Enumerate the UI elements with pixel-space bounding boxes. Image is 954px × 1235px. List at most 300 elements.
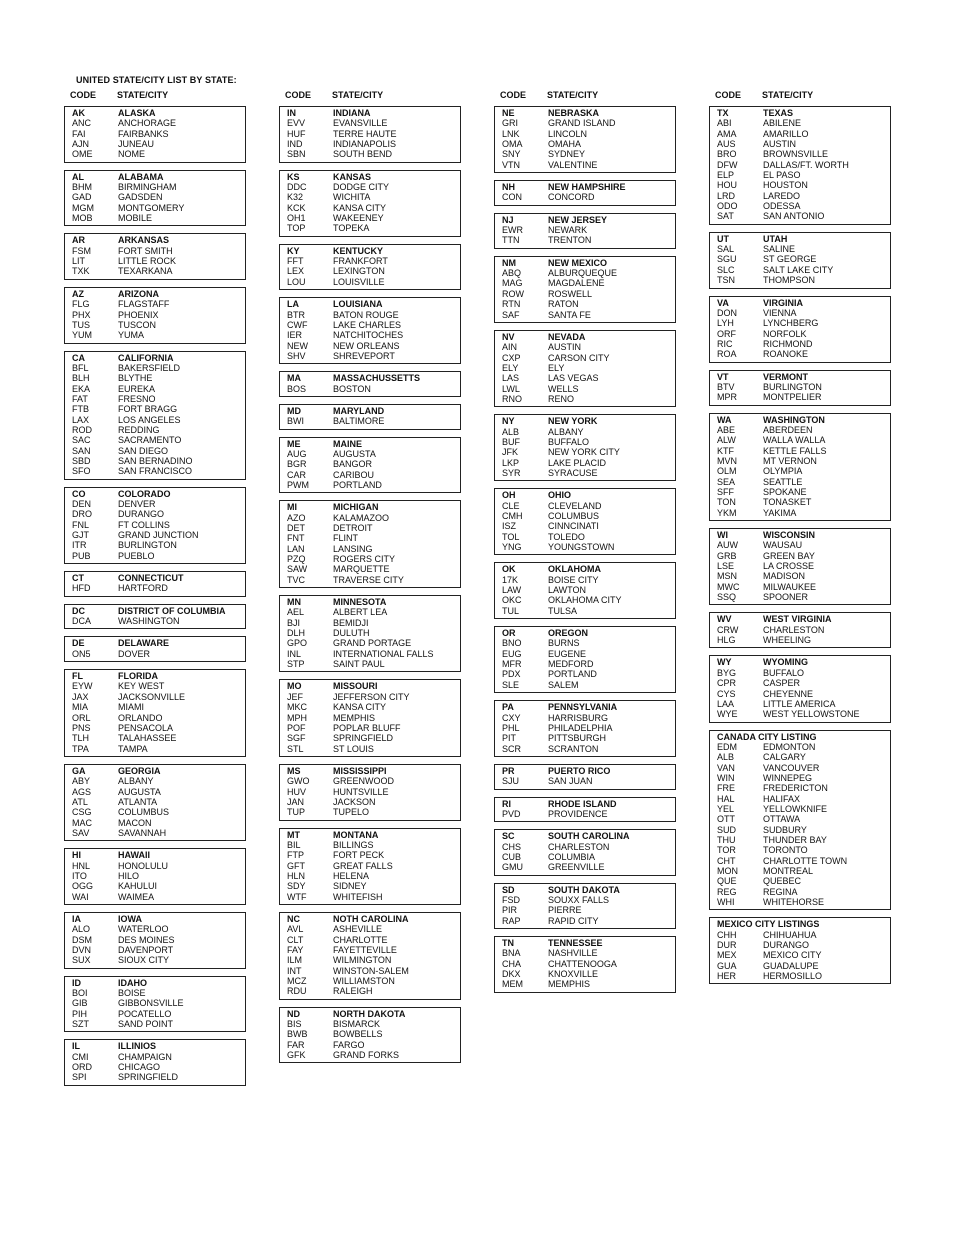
code-cell: OTT [717,814,735,825]
code-cell: SC [502,831,515,842]
state-row [280,681,460,691]
code-cell: AIN [502,342,518,353]
code-cell: SAF [502,309,520,320]
code-cell: ABQ [502,268,522,279]
code-cell: REG [717,886,737,897]
state-group [64,976,246,1033]
code-cell: SAC [72,435,91,446]
city-row [280,480,460,490]
state-row [495,702,675,712]
state-group [494,256,676,323]
name-cell: KEY WEST [118,681,165,692]
name-cell: MEMPHIS [333,712,376,723]
code-cell: LAX [72,414,90,425]
name-cell: ILLINIOS [118,1041,156,1052]
code-cell: OGG [72,881,94,892]
code-cell: SJU [502,776,520,787]
name-cell: INTERNATIONAL FALLS [333,648,434,659]
state-row [280,406,460,416]
state-group [64,487,246,564]
city-row [710,551,890,561]
city-row [495,680,675,690]
name-cell: VANCOUVER [763,762,820,773]
code-cell: AL [72,171,84,182]
state-row [65,1041,245,1051]
name-cell: WASHINGTON [763,414,825,425]
code-cell: CSG [72,807,92,818]
code-cell: BYG [717,667,737,678]
city-row [495,468,675,478]
name-cell: ALBANY [118,776,154,787]
code-cell: MCZ [287,976,307,987]
code-cell: CYS [717,688,736,699]
name-cell: MILWAUKEE [763,581,817,592]
city-row [280,192,460,202]
city-row [65,1052,245,1062]
code-cell: RIC [717,338,733,349]
city-row [65,998,245,1008]
code-cell: SFO [72,466,91,477]
code-cell: MON [717,866,738,876]
name-cell: WILLIAMSTON [333,976,395,987]
code-cell: LAA [717,698,735,709]
state-row [65,606,245,616]
city-row [65,129,245,139]
state-group [64,233,246,279]
code-cell: LAN [287,543,305,554]
name-cell: MEMPHIS [548,979,591,990]
code-cell: MEX [717,950,737,961]
name-cell: SANTA FE [548,309,591,320]
name-cell: MACON [118,817,152,828]
city-row [65,861,245,871]
code-cell: ROD [72,424,92,435]
state-row [495,490,675,500]
name-cell: BAKERSFIELD [118,362,181,373]
city-row [65,551,245,561]
state-row [65,172,245,182]
code-cell: DRO [72,509,92,520]
city-row [65,256,245,266]
name-cell: CARSON CITY [548,352,610,363]
city-row [710,571,890,581]
code-cell: GUA [717,960,737,971]
city-row [280,277,460,287]
name-cell: LYNCHBERG [763,318,819,329]
name-cell: MONTREAL [763,866,814,876]
city-row [280,976,460,986]
name-cell: COLUMBUS [548,511,600,521]
name-cell: SAINT PAUL [333,659,385,670]
code-cell: ORL [72,712,91,723]
code-cell: CXY [502,712,521,723]
city-row [65,363,245,373]
column-header [64,90,246,106]
code-cell: BUF [502,436,520,447]
state-city-header: STATE/CITY [762,90,814,100]
code-cell: AR [72,235,85,246]
city-row [280,351,460,361]
name-cell: UTAH [763,233,788,244]
code-cell: DET [287,523,305,533]
name-cell: TRENTON [548,235,592,246]
city-row [495,852,675,862]
city-row [280,129,460,139]
city-row [495,638,675,648]
code-cell: BWI [287,416,304,427]
code-cell: INT [287,965,302,976]
name-cell: TUSCON [118,319,156,330]
code-cell: ODO [717,201,738,212]
name-cell: YAKIMA [763,507,797,518]
name-cell: LOUISVILLE [333,276,385,287]
state-group [709,370,891,406]
state-row [280,597,460,607]
city-row [65,692,245,702]
code-cell: TX [717,108,729,118]
city-row [710,201,890,211]
name-cell: AUSTIN [548,342,582,353]
code-cell: SAV [72,827,90,838]
city-row [495,723,675,733]
code-cell: DFW [717,159,738,170]
name-cell: MT VERNON [763,455,817,466]
name-cell: WAKEENEY [333,213,384,224]
name-cell: ABILENE [763,118,802,129]
city-row [710,466,890,476]
code-cell: ND [287,1008,300,1019]
state-row [280,172,460,182]
code-cell: ILM [287,955,303,966]
state-city-header: STATE/CITY [547,90,599,100]
state-group [494,488,676,555]
code-cell: TPA [72,743,89,754]
city-row [495,373,675,383]
city-row [280,945,460,955]
name-cell: ODESSA [763,201,801,212]
name-cell: SAN JUAN [548,776,593,787]
name-cell: NATCHITOCHES [333,330,404,341]
city-row [710,170,890,180]
city-row [495,862,675,872]
state-group [279,679,461,756]
code-cell: WI [717,530,728,541]
city-row [495,585,675,595]
state-group [64,1039,246,1085]
code-cell: OH1 [287,213,306,224]
name-cell: NOTH CAROLINA [333,914,409,924]
name-cell: ABERDEEN [763,424,813,435]
name-cell: GIBBONSVILLE [118,998,184,1009]
name-cell: SOUTH DAKOTA [548,884,620,895]
state-group [279,595,461,672]
name-cell: WHEELING [763,635,812,646]
code-cell: YNG [502,542,522,553]
city-row [280,628,460,638]
name-cell: MISSOURI [333,681,378,692]
city-row [710,814,890,824]
name-cell: BUFFALO [763,667,805,678]
state-row [495,799,675,809]
code-cell: YUM [72,330,92,341]
state-row [65,235,245,245]
code-cell: PDX [502,669,521,680]
code-cell: GIB [72,998,88,1009]
city-row [280,638,460,648]
name-cell: ARKANSAS [118,235,170,246]
name-cell: DETROIT [333,523,373,533]
name-cell: WINNEPEG [763,772,813,783]
code-cell: LYH [717,318,734,329]
code-cell: AK [72,108,85,118]
city-row [65,149,245,159]
name-cell: PUERTO RICO [548,765,611,776]
name-cell: NORFOLK [763,328,807,339]
name-cell: MEXICO CITY [763,950,822,961]
city-row [65,892,245,902]
name-cell: NEW JERSEY [548,214,608,225]
code-cell: TON [717,497,736,508]
name-cell: WAUSAU [763,540,803,551]
code-cell: KY [287,245,300,256]
name-cell: WEST YELLOWSTONE [763,709,860,720]
city-row [495,649,675,659]
state-group [494,562,676,619]
state-row [65,914,245,924]
name-cell: WATERLOO [118,924,169,935]
city-row [65,266,245,276]
name-cell: MICHIGAN [333,502,379,513]
state-group [279,106,461,163]
name-cell: TOPEKA [333,223,370,234]
state-group [494,626,676,693]
region-listing-box [709,730,891,911]
code-cell: PHX [72,309,91,320]
name-cell: PROVIDENCE [548,808,608,819]
code-cell: 17K [502,574,519,585]
city-row [710,318,890,328]
city-row [65,1072,245,1082]
name-cell: BATON ROUGE [333,309,399,320]
name-cell: NEW YORK [548,416,598,427]
name-cell: EL PASO [763,170,801,181]
city-row [710,265,890,275]
code-cell: BNO [502,638,522,649]
state-group [709,612,891,648]
code-cell: MPH [287,712,307,723]
city-row [280,523,460,533]
code-cell: CHH [717,929,737,940]
code-cell: NY [502,416,515,427]
code-cell: K32 [287,192,304,203]
state-group [64,764,246,841]
state-row [495,215,675,225]
code-cell: LKP [502,457,520,468]
name-cell: BOSTON [333,383,371,394]
name-cell: EDMONTON [763,741,816,752]
code-cell: ABI [717,118,732,129]
name-cell: HOUSTON [763,180,808,191]
name-cell: BOWBELLS [333,1029,383,1040]
city-row [280,892,460,902]
city-row [280,266,460,276]
name-cell: TONASKET [763,497,812,508]
name-cell: KNOXVILLE [548,969,599,980]
code-cell: PIH [72,1008,88,1019]
name-cell: WICHITA [333,192,371,203]
city-row [65,723,245,733]
city-row [65,988,245,998]
city-row [710,940,890,950]
code-cell: RAP [502,915,521,926]
code-cell: WY [717,657,732,668]
city-row [495,278,675,288]
city-row [710,763,890,773]
code-cell: BHM [72,182,92,193]
code-cell: CLT [287,934,304,945]
name-cell: CONCORD [548,192,595,203]
code-cell: IND [287,139,303,150]
name-cell: KANSA CITY [333,702,387,713]
state-city-header: STATE/CITY [117,90,169,100]
name-cell: TUPELO [333,807,370,818]
code-cell: MKC [287,702,307,713]
name-cell: BLYTHE [118,373,153,384]
city-row [495,895,675,905]
name-cell: SPOKANE [763,487,807,497]
city-row [710,497,890,507]
code-header: CODE [715,90,742,100]
city-row [710,392,890,402]
code-cell: WAI [72,891,89,902]
code-cell: DE [72,638,85,649]
code-cell: MI [287,502,297,513]
city-row [495,713,675,723]
name-cell: POCATELLO [118,1008,172,1019]
name-cell: CHARLESTON [548,841,610,852]
code-cell: EDM [717,741,737,752]
city-row [710,275,890,285]
city-row [280,459,460,469]
city-row [495,458,675,468]
city-row [280,986,460,996]
state-row [495,831,675,841]
name-cell: MISSISSIPPI [333,765,387,776]
state-row [65,108,245,118]
state-row [65,850,245,860]
name-cell: NEW HAMPSHIRE [548,182,626,193]
name-cell: FREDERICTON [763,783,828,794]
name-cell: FRESNO [118,393,156,404]
city-row [280,1029,460,1039]
city-row [280,575,460,585]
name-cell: LAKE CHARLES [333,319,402,330]
city-row [710,254,890,264]
name-cell: DODGE CITY [333,182,390,193]
city-row [495,299,675,309]
code-cell: AJN [72,139,90,150]
code-cell: FLG [72,299,90,310]
city-row [710,699,890,709]
name-cell: WISCONSIN [763,530,816,541]
city-row [495,437,675,447]
city-row [280,723,460,733]
city-row [280,850,460,860]
code-cell: CPR [717,678,737,689]
city-row [280,384,460,394]
city-row [65,702,245,712]
name-cell: EVANSVILLE [333,118,388,129]
city-row [65,1019,245,1029]
state-row [710,530,890,540]
state-group [494,106,676,173]
name-cell: WALLA WALLA [763,435,826,446]
code-cell: DVN [72,945,92,956]
code-cell: CRW [717,624,739,635]
name-cell: ALABAMA [118,171,164,182]
name-cell: RICHMOND [763,338,813,349]
state-row [65,766,245,776]
code-cell: AEL [287,607,305,618]
state-group [279,828,461,905]
name-cell: RATON [548,299,579,310]
city-row [495,118,675,128]
name-cell: MAGDALENE [548,278,605,289]
city-row [495,979,675,989]
name-cell: WYOMING [763,657,808,668]
code-cell: SGU [717,254,737,265]
name-cell: FLINT [333,533,359,544]
code-cell: SAW [287,564,308,575]
city-row [495,192,675,202]
city-row [710,668,890,678]
city-row [280,149,460,159]
code-cell: ATL [72,796,88,807]
city-row [710,773,890,783]
code-cell: PNS [72,722,91,733]
city-row [280,513,460,523]
code-cell: STP [287,659,305,670]
state-row [65,978,245,988]
city-row [65,310,245,320]
name-cell: TENNESSEE [548,938,603,948]
city-row [280,659,460,669]
state-row [280,830,460,840]
code-cell: PR [502,765,515,776]
name-cell: DELAWARE [118,638,170,649]
code-cell: CLE [502,500,520,511]
code-cell: TOP [287,223,306,234]
code-cell: TXK [72,266,90,277]
city-row [495,905,675,915]
code-cell: MO [287,681,302,692]
code-cell: ROA [717,349,737,360]
code-cell: FFT [287,256,304,267]
code-cell: NV [502,331,515,342]
code-cell: NC [287,914,300,924]
state-group [64,351,246,480]
code-cell: NJ [502,214,514,225]
city-row [280,564,460,574]
name-cell: YUMA [118,330,145,341]
code-cell: CAR [287,469,307,480]
code-cell: HOU [717,180,737,191]
code-cell: FL [72,671,83,682]
city-row [280,118,460,128]
name-cell: NOME [118,149,145,160]
name-cell: TALAHASSEE [118,733,177,744]
city-row [280,881,460,891]
